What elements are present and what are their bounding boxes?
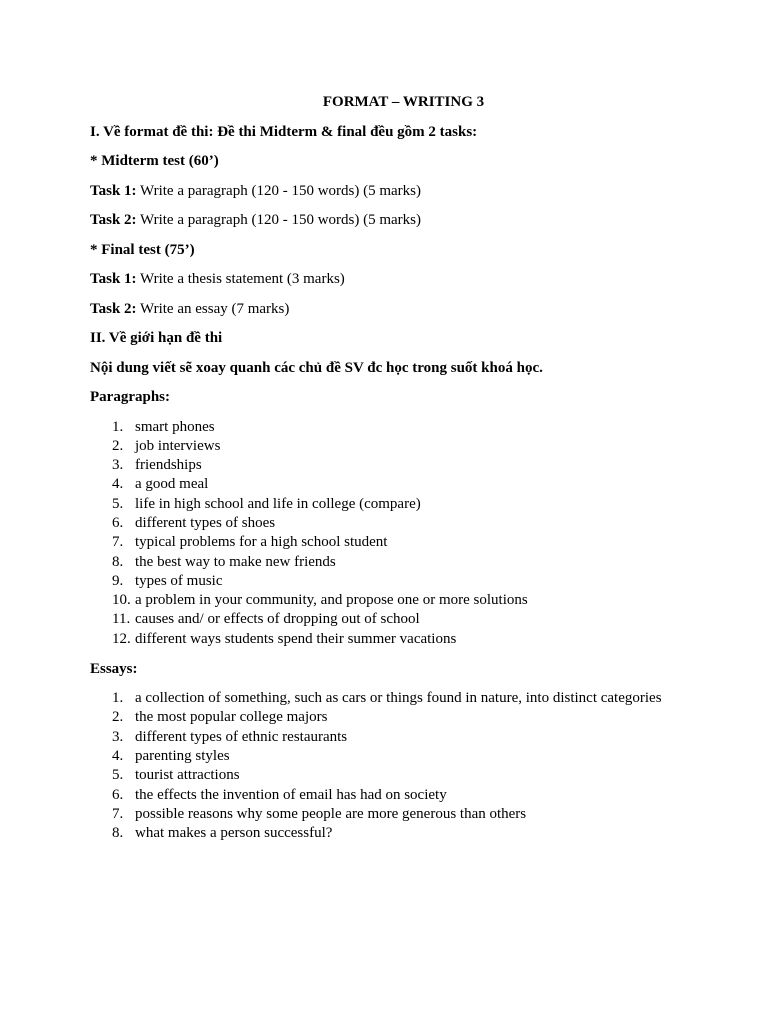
list-number: 8. [112,825,124,842]
list-text: life in high school and life in college (compare) [135,495,421,512]
list-number: 4. [112,476,124,493]
list-text: different types of shoes [135,514,276,531]
section-2-heading: II. Về giới hạn đề thi [90,330,223,346]
list-item [90,610,710,629]
list-text: the effects the invention of email has had on society [135,786,447,803]
list-item [90,786,710,805]
final-task-1 [90,270,710,289]
list-item [90,689,710,708]
document-body [90,93,710,854]
list-text: what makes a person successful? [135,825,333,842]
task-text: Write a thesis statement (3 marks) [136,271,345,287]
list-item [90,475,710,494]
list-number: 3. [112,457,124,474]
list-number: 1. [112,690,124,707]
list-number: 4. [112,747,124,764]
section-2-note: Nội dung viết sẽ xoay quanh các chủ đề SV đc học trong suốt khoá học. [90,359,543,376]
final-task-2 [90,300,710,319]
list-item [90,708,710,727]
midterm-task-1 [90,182,710,201]
essays-heading: Essays: [90,660,138,677]
list-text: typical problems for a high school student [135,534,388,551]
list-text: tourist attractions [135,767,240,784]
task-text: Write a paragraph (120 - 150 words) (5 marks) [136,182,422,199]
list-text: a problem in your community, and propose one or more solutions [135,592,528,609]
list-item [90,747,710,766]
essays-list [90,689,710,843]
list-number: 2. [112,709,124,726]
task-label: Task 1: [90,271,137,287]
list-text: types of music [135,572,223,589]
list-item [90,456,710,475]
list-text: parenting styles [135,747,230,764]
list-number: 10. [112,592,131,609]
list-number: 1. [112,418,124,435]
list-number: 5. [112,767,124,784]
list-item [90,591,710,610]
document-title: FORMAT – WRITING 3 [322,94,485,110]
list-text: smart phones [135,418,215,435]
task-label: Task 2: [90,300,137,317]
list-number: 7. [112,534,124,551]
list-text: job interviews [135,437,221,454]
task-text: Write an essay (7 marks) [136,300,290,317]
list-number: 3. [112,728,124,745]
list-item [90,533,710,552]
list-item [90,630,710,649]
final-heading: * Final test (75’) [90,241,195,258]
list-number: 6. [112,786,124,803]
list-item [90,766,710,785]
list-text: possible reasons why some people are more generous than others [135,805,527,822]
paragraphs-list [90,418,710,650]
task-label: Task 2: [90,212,137,228]
list-item [90,728,710,747]
list-item [90,572,710,591]
list-text: different types of ethnic restaurants [135,728,348,745]
section-1-heading: I. Về format đề thi: Đề thi Midterm & final đều gồm 2 tasks: [90,123,478,140]
list-text: the best way to make new friends [135,553,336,570]
paragraphs-heading: Paragraphs: [90,389,170,405]
task-label: Task 1: [90,182,137,199]
list-item [90,514,710,533]
list-item [90,495,710,514]
list-item [90,805,710,824]
list-item [90,437,710,456]
list-text: a good meal [135,476,209,493]
list-number: 8. [112,553,124,570]
list-item [90,418,710,437]
list-item [90,824,710,843]
list-number: 9. [112,572,124,589]
list-text: causes and/ or effects of dropping out of school [135,611,420,628]
task-text: Write a paragraph (120 - 150 words) (5 marks) [136,212,422,228]
list-number: 7. [112,805,124,822]
list-number: 6. [112,514,124,531]
list-number: 12. [112,630,131,647]
list-text: a collection of something, such as cars or things found in nature, into distinct categories [135,690,662,707]
midterm-task-2 [90,211,710,230]
list-number: 2. [112,437,124,454]
midterm-heading: * Midterm test (60’) [90,153,219,169]
list-text: different ways students spend their summer vacations [135,630,457,647]
list-text: the most popular college majors [135,709,328,726]
list-item [90,553,710,572]
list-number: 11. [112,611,131,628]
list-text: friendships [135,457,202,474]
list-number: 5. [112,495,124,512]
